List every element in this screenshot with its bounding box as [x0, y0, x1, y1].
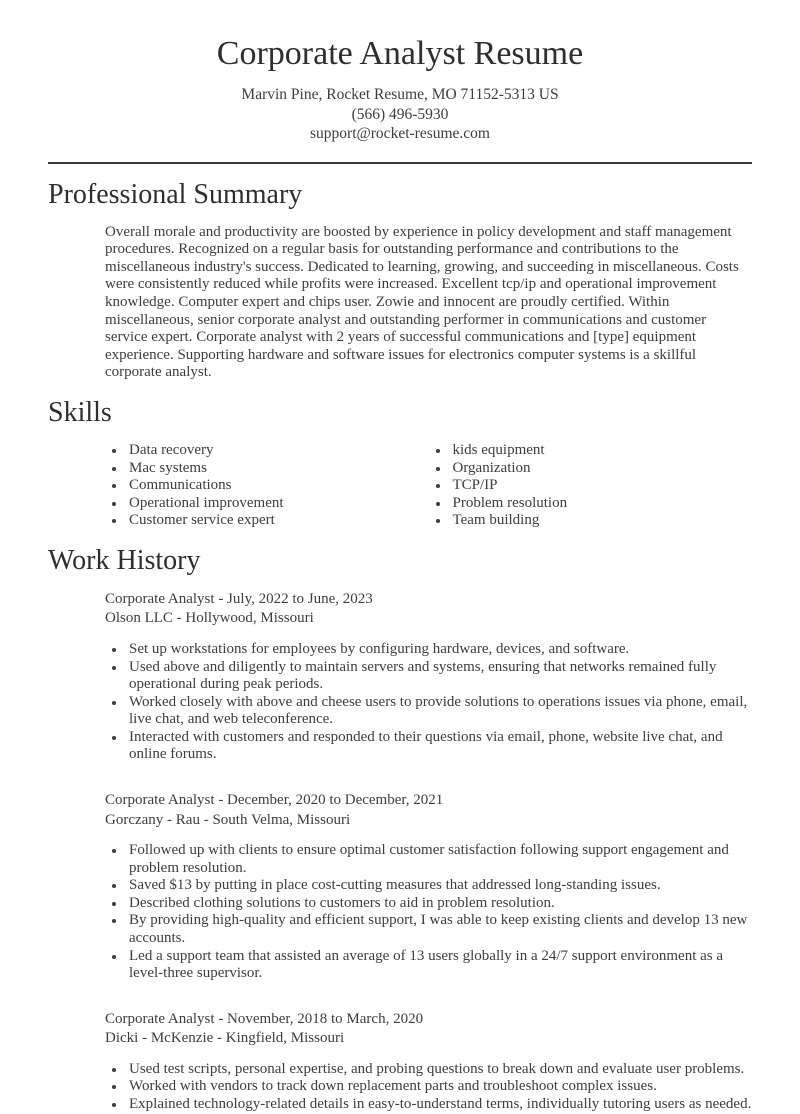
job-bullets [105, 842, 752, 983]
skill-item: • Operational improvement [126, 495, 429, 513]
page-title: Corporate Analyst Resume [216, 35, 584, 72]
job-bullet: • Saved $13 by putting in place cost-cutting measures that addressed long-standing issues. [126, 877, 752, 895]
job-entry [105, 791, 752, 983]
job-bullet: • Set up workstations for employees by configuring hardware, devices, and software. [126, 641, 752, 659]
skill-item: • Data recovery [126, 442, 429, 460]
skill-item: • Mac systems [126, 460, 429, 478]
job-title: Corporate Analyst - December, 2020 to December, 2021 [105, 792, 444, 809]
skill-item: • Customer service expert [126, 512, 429, 530]
job-bullet: • Interacted with customers and responded to their questions via email, phone, website live chat, and online forums. [126, 729, 752, 764]
job-company: Dicki - McKenzie - Kingfield, Missouri [105, 1030, 345, 1047]
section-heading-summary: Professional Summary [48, 178, 303, 210]
job-bullets [105, 641, 752, 764]
job-bullet: • Used test scripts, personal expertise, and probing questions to break down and evaluate user problems. [126, 1061, 752, 1079]
job-title: Corporate Analyst - November, 2018 to March, 2020 [105, 1010, 424, 1027]
job-bullet: • Used above and diligently to maintain servers and systems, ensuring that networks remained fully operational during peak periods. [126, 659, 752, 694]
job-company: Gorczany - Rau - South Velma, Missouri [105, 811, 351, 828]
job-bullet: • Described clothing solutions to customers to aid in problem resolution. [126, 895, 752, 913]
job-bullet: • Worked with vendors to track down replacement parts and troubleshoot complex issues. [126, 1078, 752, 1096]
skills-list-left [105, 442, 429, 530]
contact-address: Marvin Pine, Rocket Resume, MO 71152-5313 US [241, 86, 559, 104]
skill-item: • Team building [450, 512, 753, 530]
section-heading-skills: Skills [48, 396, 112, 428]
header-divider [48, 162, 752, 164]
summary-text: Overall morale and productivity are boosted by experience in policy development and staff management procedures. Recognized on a regular basis for outstanding performance and contributions to the miscellaneous industry's success. Dedicated to learning, growing, and succeeding in miscellaneous. Costs were consistently reduced while profits were increased. Excellent tcp/ip and operational improvement knowledge. Computer expert and chips user. Zowie and innocent are proudly certified. Within miscellaneous, senior corporate analyst and outstanding performer in communications and customer service expert. Corporate analyst with 2 years of successful communications and [type] equipment experience. Supporting hardware and software issues for electronics computer systems is a skillful corporate analyst. [105, 223, 739, 381]
job-bullet: • Worked closely with above and cheese users to provide solutions to operations issues via phone, email, live chat, and web teleconference. [126, 694, 752, 729]
job-bullets [105, 1061, 752, 1114]
job-bullet: • Followed up with clients to ensure optimal customer satisfaction following support engagement and problem resolution. [126, 842, 752, 877]
skill-item: • Organization [450, 460, 753, 478]
job-company: Olson LLC - Hollywood, Missouri [105, 610, 314, 627]
contact-info [48, 85, 752, 144]
job-entry [105, 1010, 752, 1114]
job-entry [105, 590, 752, 764]
job-bullet: • Led a support team that assisted an average of 13 users globally in a 24/7 support environment as a level-three supervisor. [126, 948, 752, 983]
skill-item: • Problem resolution [450, 495, 753, 513]
job-bullet: • Explained technology-related details in easy-to-understand terms, individually tutoring users as needed. [126, 1096, 752, 1114]
work-history [48, 590, 752, 1114]
contact-email: support@rocket-resume.com [310, 125, 490, 143]
skill-item: • Communications [126, 477, 429, 495]
skills-list-right [429, 442, 753, 530]
job-bullet: • By providing high-quality and efficient support, I was able to keep existing clients and develop 13 new accounts. [126, 912, 752, 947]
skill-item: • kids equipment [450, 442, 753, 460]
contact-phone: (566) 496-5930 [351, 105, 449, 123]
job-title: Corporate Analyst - July, 2022 to June, 2023 [105, 590, 373, 607]
section-heading-work: Work History [48, 544, 201, 576]
skill-item: • TCP/IP [450, 477, 753, 495]
skills-columns [105, 442, 752, 530]
